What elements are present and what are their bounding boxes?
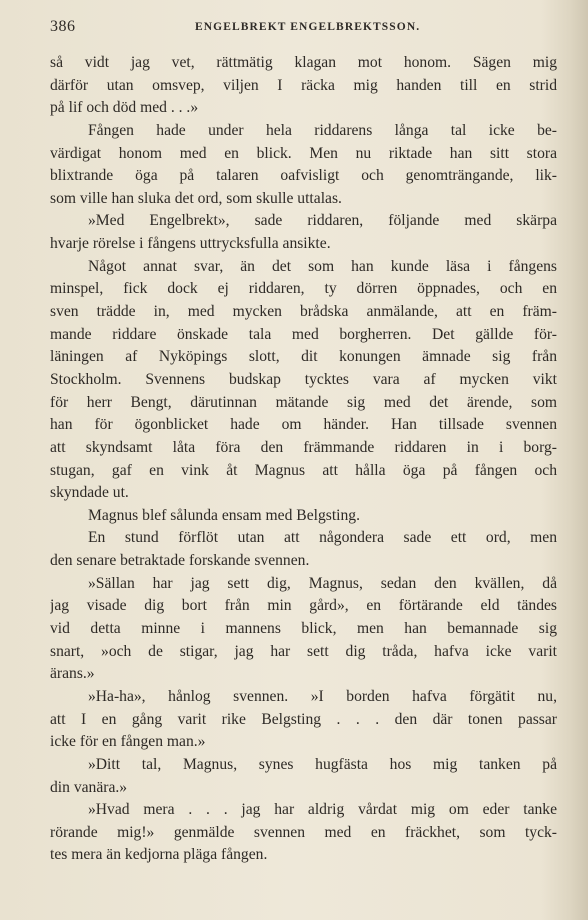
text-line: Magnus blef sålunda ensam med Belgsting. bbox=[88, 506, 360, 524]
text-line: blixtrande öga på talaren oafvisligt och genomträngande, lik- bbox=[50, 167, 557, 185]
text-line: »Hvad mera . . . jag har aldrig vårdat mig om eder tanke bbox=[88, 801, 557, 819]
text-line: för herr Bengt, därutinnan mätande sig med det ärende, som bbox=[50, 393, 557, 411]
text-line: skyndade ut. bbox=[50, 484, 129, 502]
text-line: »Ditt tal, Magnus, synes hugfästa hos mig tanken på bbox=[88, 755, 557, 773]
text-line: rörande mig!» genmälde svennen med en fräckhet, som tyck- bbox=[50, 823, 557, 841]
text-line: icke för en fången man.» bbox=[50, 733, 206, 751]
text-line: stugan, gaf en vink åt Magnus att hålla öga på fången och bbox=[50, 461, 557, 479]
text-line: Fången hade under hela riddarens långa tal icke be- bbox=[88, 121, 557, 139]
text-line: din vanära.» bbox=[50, 778, 128, 796]
text-line: mande riddare önskade tala med borgherren. Det gällde för- bbox=[50, 325, 557, 343]
text-line: tes mera än kedjorna pläga fången. bbox=[50, 846, 268, 864]
text-line: han för ögonblicket hade om händer. Han tillsade svennen bbox=[50, 416, 557, 434]
text-line: sven trädde in, med mycken brådska anmälande, att en främ- bbox=[50, 303, 557, 321]
text-line: hvarje rörelse i fångens uttrycksfulla ansikte. bbox=[50, 235, 331, 253]
running-title: ENGELBREKT ENGELBREKTSSON. bbox=[195, 21, 421, 33]
text-line: Stockholm. Svennens budskap tycktes vara af mycken vikt bbox=[50, 370, 557, 388]
text-line: Något annat svar, än det som han kunde läsa i fångens bbox=[88, 257, 557, 275]
text-line: snart, »och de stigar, jag har sett dig tråda, hafva icke varit bbox=[50, 642, 557, 660]
text-line: läningen af Nyköpings slott, dit konungen ämnade sig från bbox=[50, 348, 557, 366]
text-line: den senare betraktade forskande svennen. bbox=[50, 552, 310, 570]
text-line: på lif och död med . . .» bbox=[50, 99, 199, 117]
text-line: ärans.» bbox=[50, 665, 95, 683]
body-text bbox=[50, 52, 557, 867]
text-line: så vidt jag vet, rättmätig klagan mot honom. Sägen mig bbox=[50, 54, 557, 71]
text-line: jag visade dig bort från min gård», en förtärande eld tändes bbox=[50, 597, 557, 615]
text-line: »Ha-ha», hånlog svennen. »I borden hafva förgätit nu, bbox=[88, 687, 557, 705]
text-line: minspel, fick dock ej riddaren, ty dörren öppnades, och en bbox=[50, 280, 557, 298]
text-line: som ville han sluka det ord, som skulle uttalas. bbox=[50, 189, 342, 207]
text-line: därför utan omsvep, viljen I räcka mig handen till en strid bbox=[50, 76, 557, 94]
text-line: att skyndsamt låta föra den främmande riddaren in i borg- bbox=[50, 438, 557, 456]
running-head bbox=[50, 18, 565, 36]
text-line: »Med Engelbrekt», sade riddaren, följande med skärpa bbox=[88, 212, 557, 230]
text-line: »Sällan har jag sett dig, Magnus, sedan den kvällen, då bbox=[88, 574, 557, 592]
page-number: 386 bbox=[50, 18, 76, 35]
text-line: att I en gång varit rike Belgsting . . . den där tonen passar bbox=[50, 710, 557, 728]
text-line: En stund förflöt utan att någondera sade ett ord, men bbox=[88, 529, 557, 547]
text-line: vid detta minne i mannens blick, men han bemannade sig bbox=[50, 620, 557, 638]
text-line: värdigat honom med en blick. Men nu riktade han sitt stora bbox=[50, 144, 557, 162]
